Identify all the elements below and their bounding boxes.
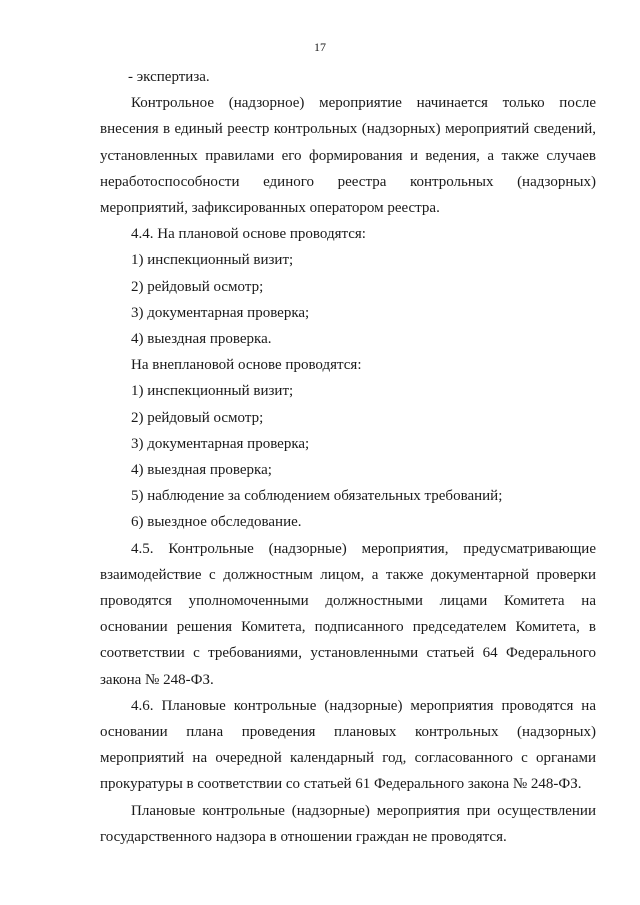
document-body: [100, 64, 596, 850]
paragraph-expertise: - экспертиза.: [128, 69, 210, 85]
list-item: 3) документарная проверка;: [131, 435, 310, 452]
paragraph-4-6: 4.6. Плановые контрольные (надзорные) мероприятия проводятся на основании плана проведения плановых контрольных (надзорных) мероприятий на очередной календарный год, согласованного с органами прокуратуры в соответствии со статьей 61 Федерального закона № 248-ФЗ.: [100, 697, 596, 793]
paragraph-citizens: Плановые контрольные (надзорные) мероприятия при осуществлении государственного надзора в отношении граждан не проводятся.: [100, 802, 596, 845]
paragraph-unplanned-heading: На внеплановой основе проводятся:: [131, 357, 362, 374]
list-item: 4) выездная проверка;: [131, 462, 272, 479]
list-item: 5) наблюдение за соблюдением обязательных требований;: [131, 488, 503, 505]
paragraph-4-5: 4.5. Контрольные (надзорные) мероприятия, предусматривающие взаимодействие с должностным лицом, а также документарной проверки проводятся уполномоченными должностными лицами Комитета на основании решения Комитета, подписанного председателем Комитета, в соответствии с требованиями, установленными статьей 64 Федерального закона № 248-ФЗ.: [100, 540, 596, 688]
list-item: 2) рейдовый осмотр;: [131, 278, 264, 295]
list-item: 1) инспекционный визит;: [131, 383, 294, 400]
paragraph-control-start: Контрольное (надзорное) мероприятие начинается только после внесения в единый реестр контрольных (надзорных) мероприятий сведений, установленных правилами его формирования и ведения, а также случаев неработоспособности единого реестра контрольных (надзорных) мероприятий, зафиксированных оператором реестра.: [100, 95, 596, 217]
list-item: 4) выездная проверка.: [131, 331, 272, 348]
list-item: 6) выездное обследование.: [131, 514, 302, 531]
paragraph-planned-heading: 4.4. На плановой основе проводятся:: [131, 226, 366, 243]
page-number: 17: [314, 40, 326, 54]
list-item: 2) рейдовый осмотр;: [131, 409, 264, 426]
list-item: 1) инспекционный визит;: [131, 252, 294, 269]
list-item: 3) документарная проверка;: [131, 304, 310, 321]
